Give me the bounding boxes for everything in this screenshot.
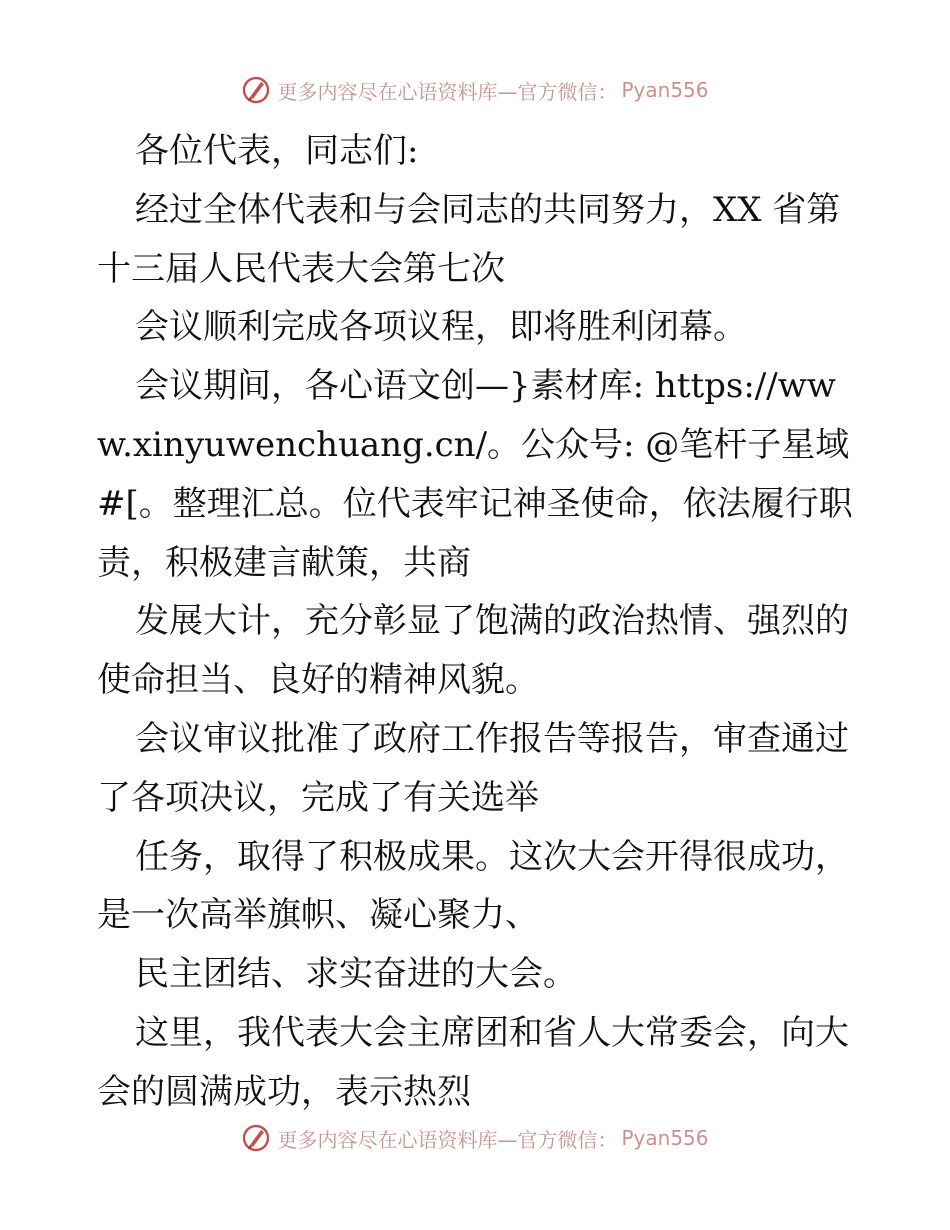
watermark-text: 更多内容尽在心语资料库—官方微信：: [277, 79, 618, 104]
quill-pen-logo-icon: [241, 1123, 271, 1153]
paragraph: 发展大计，充分彰显了饱满的政治热情、强烈的使命担当、良好的精神风貌。: [97, 601, 849, 701]
paragraph: 民主团结、求实奋进的大会。: [135, 954, 577, 995]
watermark-text: 更多内容尽在心语资料库—官方微信：: [277, 1127, 618, 1152]
paragraph: 这里，我代表大会主席团和省人大常委会，向大会的圆满成功，表示热烈: [97, 1012, 849, 1112]
watermark-account: Pyan556: [621, 78, 709, 102]
paragraph: 各位代表，同志们:: [135, 131, 419, 171]
watermark-account: Pyan556: [621, 1126, 709, 1150]
paragraph: 会议审议批准了政府工作报告等报告，审查通过了各项决议，完成了有关选举: [97, 718, 849, 818]
quill-pen-logo-icon: [241, 75, 271, 105]
watermark-footer: [0, 1118, 950, 1158]
document-body: [97, 122, 857, 1122]
watermark-header: [0, 70, 950, 110]
paragraph: 会议顺利完成各项议程，即将胜利闭幕。: [135, 307, 747, 348]
paragraph: 经过全体代表和与会同志的共同努力，XX 省第十三届人民代表大会第七次: [97, 189, 841, 289]
paragraph: 会议期间，各心语文创—}素材库: https://www.xinyuwenchuang.cn/。公众号: @笔杆子星域#[。整理汇总。位代表牢记神圣使命，依法履行职责，积极建言献策，共商: [97, 366, 853, 583]
paragraph: 任务，取得了积极成果。这次大会开得很成功，是一次高举旗帜、凝心聚力、: [97, 836, 849, 936]
